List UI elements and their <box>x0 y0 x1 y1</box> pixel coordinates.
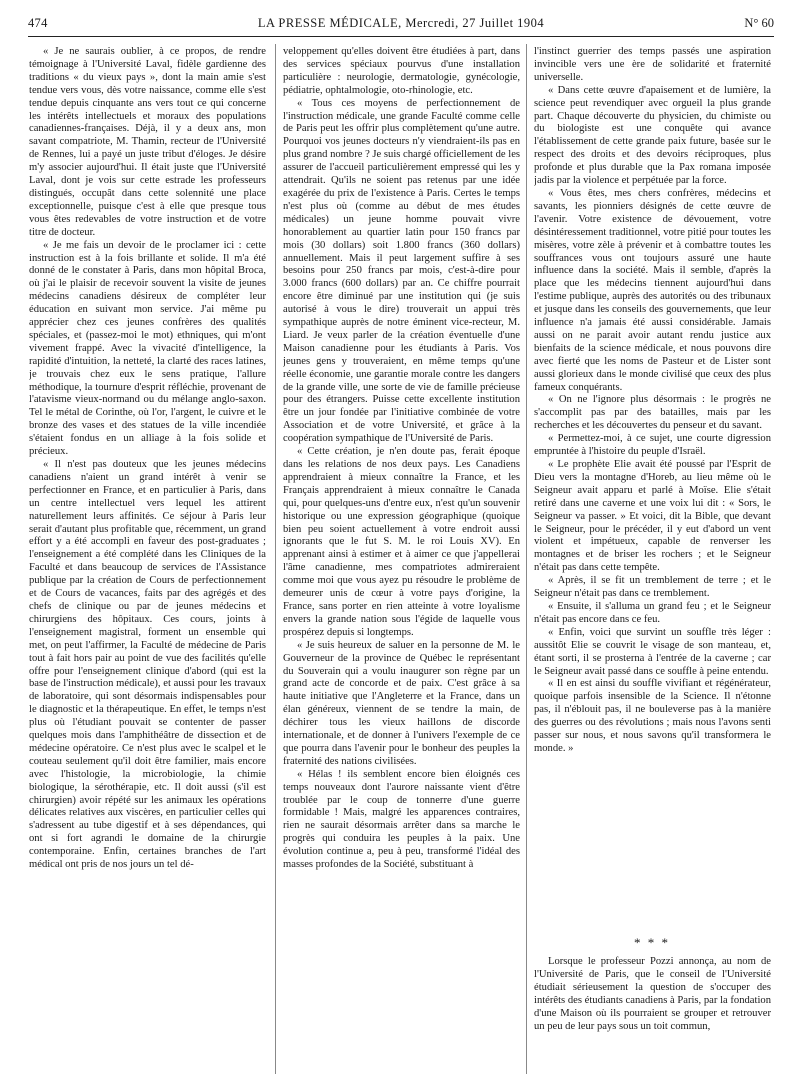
paragraph: « Je suis heureux de saluer en la personne de M. le Gouverneur de la province de Québec le représentant du Souverain qui a voulu inaugurer son règne par un grand acte de concorde et de paix. C'est grâce à sa haute initiative que l'Angleterre et la France, dans un élan généreux, viennent de se tendre la main, de déchirer tous les vieux haillons de discorde internationale, et de donner à l'univers l'exemple de ce que pourra dans l'avenir pour le bonheur des peuples la fraternité des nations civilisées. <box>283 639 520 767</box>
journal-title: LA PRESSE MÉDICALE, Mercredi, 27 Juillet 1904 <box>257 16 545 30</box>
paragraph: « Il en est ainsi du souffle vivifiant et régénérateur, quoique parfois insensible de la Science. Il n'étonne pas, il n'éblouit pas, il ne bouleverse pas à la manière des guerres ou des révolutions ; mais nous l'avons senti passer sur nous, et nous savons qu'il transformera le monde. » <box>534 678 771 754</box>
paragraph: « Enfin, voici que survint un souffle très léger : aussitôt Elie se couvrit le visage de son manteau, et, étant sorti, il se prosterna à l'entrée de la caverne ; car le Seigneur avait passé dans ce souffle à peine entendu. <box>534 626 771 677</box>
paragraph: « Dans cette œuvre d'apaisement et de lumière, la science peut revendiquer avec orgueil la plus grande part. Chaque découverte du physicien, du chimiste ou du biologiste est une conquête qui avance l'établissement de cette grande paix future, basée sur le respect des droits et des devoirs réciproques, plus profonde et plus durable que la Pax romana imposée jadis par la violence et perpétuée par la force. <box>534 84 771 187</box>
paragraph: « Je me fais un devoir de le proclamer ici : cette instruction est à la fois brillante et solide. Il m'a été donné de le constater à Paris, dans mon hôpital Broca, où j'ai le plaisir de recevoir souvent la visite de jeunes médecins canadiens désireux de compléter leur éducation en suivant mon service. J'ai même pu apprécier chez ces jeunes confrères des qualités spéciales, et (passez-moi le mot) ethniques, qui m'ont vivement frappé. Avec la vivacité d'intelligence, la rapidité d'intuition, la netteté, la clarté des races latines, je trouvais chez eux le sens pratique, l'allure méthodique, la tournure d'esprit réfléchie, provenant de l'atavisme vieux-normand ou du mélange anglo-saxon. Tel le métal de Corinthe, où l'or, l'argent, le cuivre et le bronze des vases et des statues de la ville incendiée s'étaient fondus en un alliage à la fois solide et précieux. <box>29 239 266 458</box>
paragraph: « Cette création, je n'en doute pas, ferait époque dans les relations de nos deux pays. Les Canadiens apprendraient à mieux connaître la France, et les Français apprendraient à mieux connaître le Canada qui, pour quelques-uns d'entre eux, n'est qu'un souvenir historique ou une expression géographique (quoique bien peu soient actuellement à votre endroit aussi ignorants que le fut S. M. le roi Louis XV). En apprenant ainsi à estimer et à aimer ce que j'appellerai l'âme canadienne, mes compatriotes admireraient comme moi que vous ayez pu résoudre le problème de demeurer unis de cœur à votre pays d'origine, la France, sans porter en rien atteinte à votre loyalisme envers la grande nation sous l'égide de laquelle vous prospérez depuis si longtemps. <box>283 446 520 638</box>
paragraph: l'instinct guerrier des temps passés une aspiration invincible vers une ère de solidarité et fraternité universelle. <box>534 46 771 83</box>
paragraph: « Je ne saurais oublier, à ce propos, de rendre témoignage à l'Université Laval, fidèle gardienne des traditions « du vieux pays », dont la main amie s'est tendue vers vous, dès votre naissance, comme elle s'est tendue depuis cinquante ans vers tout ce qui concerne les intérêts intellectuels et moraux des populations canadiennes-françaises. Déjà, il y a deux ans, mon savant compatriote, M. Thamin, recteur de l'Université de Rennes, lui a payé un juste tribut d'éloges. Je désire m'y associer aujourd'hui. Il était juste que l'Université Laval, dont je vois sur cette estrade les professeurs distingués, occupât dans cette solennité une place exceptionnelle, puisque c'est à elle que presque tous vous êtes redevables de votre instruction et de votre titre de docteur. <box>29 46 266 238</box>
section-separator: * * * <box>634 935 670 950</box>
paragraph: « Ensuite, il s'alluma un grand feu ; et le Seigneur n'était pas encore dans ce feu. <box>534 600 771 625</box>
text-column-2 <box>283 46 520 1076</box>
paragraph: « Hélas ! ils semblent encore bien éloignés ces temps nouveaux dont l'aurore naissante vient d'être troublée par le coup de tonnerre d'une guerre formidable ! Mais, malgré les apparences contraires, rien ne saurait désormais arrêter dans sa marche le progrès qui conduira les peuples à la paix. Une évolution continue a, peu à peu, transformé l'idéal des masses profondes de la Société, substituant à <box>283 768 520 871</box>
text-column-3 <box>534 46 771 930</box>
closing-text <box>534 956 771 1033</box>
paragraph: « Après, il se fit un tremblement de terre ; et le Seigneur n'était pas dans ce tremblement. <box>534 575 771 600</box>
page-number: 474 <box>28 16 48 30</box>
page-header <box>28 14 774 36</box>
column-divider <box>275 44 276 1074</box>
paragraph: « Vous êtes, mes chers confrères, médecins et savants, les pionniers désignés de cette œuvre de l'avenir. Votre existence de dévouement, votre désintéressement traditionnel, votre pitié pour toutes les misères, votre zèle à prévenir et à combattre toutes les souffrances vous ont toujours assuré une haute influence dans la société. Mais il semble, d'après la place que les médecins tiennent aujourd'hui dans l'estime publique, auprès des autorités ou des tribunaux et jusque dans les conseils des gouvernements, que leur influence n'a jamais été aussi considérable. Jamais aussi on ne parait avoir autant rendu justice aux bienfaits de la science médicale, et nous pouvons dire avec fierté que les noms de Pasteur et de Lister sont aussi glorieux dans le monde civilisé que ceux des plus fameux conquérants. <box>534 187 771 393</box>
issue-number: N° 60 <box>744 16 774 30</box>
paragraph: veloppement qu'elles doivent être étudiées à part, dans des services spéciaux pourvus d'une installation particulière : neurologie, dermatologie, gynécologie, pédiatrie, ophtalmologie, oto-rhinologie, etc. <box>283 46 520 96</box>
paragraph: « Permettez-moi, à ce sujet, une courte digression empruntée à l'histoire du peuple d'Israël. <box>534 433 771 458</box>
paragraph: « Tous ces moyens de perfectionnement de l'instruction médicale, une grande Faculté comme celle de Paris peut les offrir plus complètement qu'une autre. Pourquoi vos jeunes docteurs n'y viendraient-ils pas en plus grand nombre ? Je suis chargé officiellement de les assurer de l'accueil particulièrement empressé qui les y attendrait. Qu'ils ne soient pas retenus par une idée exagérée du prix de l'existence à Paris. Certes le temps n'est plus où (comme au début de mes études médicales) un jeune homme pouvait vivre honorablement au quartier latin pour 150 francs par mois (30 dollars) soit 1.800 francs (360 dollars) annuellement. Mais il peut largement suffire à ses besoins pour 250 francs par mois, c'est-à-dire pour 3.000 francs (600 dollars) par an. Ce chiffre pourrait encore être diminué par une institution qui (je suis autorisé à vous le dire) trouverait un appui très sympathique auprès de notre éminent vice-recteur, M. Liard. Je veux parler de la création éventuelle d'une Maison canadienne pour les étudiants à Paris. Vos jeunes gens y trouveraient, en même temps qu'une réelle économie, une garantie morale contre les dangers de la grande ville, une sorte de vie de famille précieuse pour des étrangers. Puisse cette excellente institution être un jour fondée par l'initiative combinée de votre Association et de votre Université, et grâce à la coopération sympathique de l'Université de Paris. <box>283 97 520 445</box>
paragraph: « Il n'est pas douteux que les jeunes médecins canadiens n'aient un grand intérêt à venir se perfectionner en France, et en particulier à Paris, dans un centre intellectuel vers lequel les attirent naturellement leurs affinités. Ce séjour à Paris leur serait d'autant plus profitable que, récemment, un grand effort y a été accompli en faveur des post-graduates ; l'enseignement a été complété dans les Cliniques de la Faculté et dans beaucoup de services de l'Assistance publique par la création de Cours de perfectionnement et de Cours de vacances, faits par des agrégés et des chefs de clinique ou par de jeunes médecins et chirurgiens des hôpitaux. Ces cours, joints à l'enseignement magistral, forment un ensemble qui met, on peut l'affirmer, la Faculté de médecine de Paris tout à fait hors pair au point de vue des facilités qu'elle offre pour l'enseignement clinique d'abord (qui est la base de l'instruction médicale), et aussi pour les travaux de laboratoire, qui sont désormais indispensables pour le diagnostic et la thérapeutique. En effet, le temps n'est plus où l'étudiant pouvait se contenter de passer quelques mois dans l'amphithéâtre de dissection et de médecine opératoire. Ce n'est plus avec le scalpel et le couteau seulement qu'il doit être familier, mais encore avec l'histologie, la microbiologie, la chimie biologique, la sérothérapie, etc. Il doit aussi (s'il est chirurgien) avoir répété sur les animaux les opérations délicates relatives aux viscères, en particulier celles qui s'adressent au tube digestif et à ses dépendances, qui ont si fort agrandi le domaine de la chirurgie contemporaine. Enfin, certaines branches de l'art médical ont pris de nos jours un tel dé- <box>29 459 266 871</box>
paragraph: « On ne l'ignore plus désormais : le progrès ne s'accomplit pas par des batailles, mais par les recherches et les découvertes du penseur et du savant. <box>534 394 771 432</box>
column-divider <box>526 44 527 1074</box>
paragraph: « Le prophète Elie avait été poussé par l'Esprit de Dieu vers la montagne d'Horeb, au lieu même où le Seigneur avait apparu et parlé à Moïse. Elie s'était retiré dans une caverne et une voix lui dit : « Sors, le Seigneur va passer. » Et voici, dit la Bible, que devant le Seigneur, pour le précéder, il y eut d'abord un vent violent et impétueux, capable de renverser les montagnes et de briser les rochers ; et le Seigneur n'était pas dans cette tempête. <box>534 459 771 574</box>
text-column-1 <box>29 46 266 1076</box>
header-rule <box>28 36 774 37</box>
paragraph: Lorsque le professeur Pozzi annonça, au nom de l'Université de Paris, que le conseil de l'Université étudiait sérieusement la question de s'occuper des intérêts des étudiants canadiens à Paris, par la fondation d'une Maison où ils pourraient se grouper et retrouver un peu de leur pays sous un toit commun, <box>534 956 771 1032</box>
